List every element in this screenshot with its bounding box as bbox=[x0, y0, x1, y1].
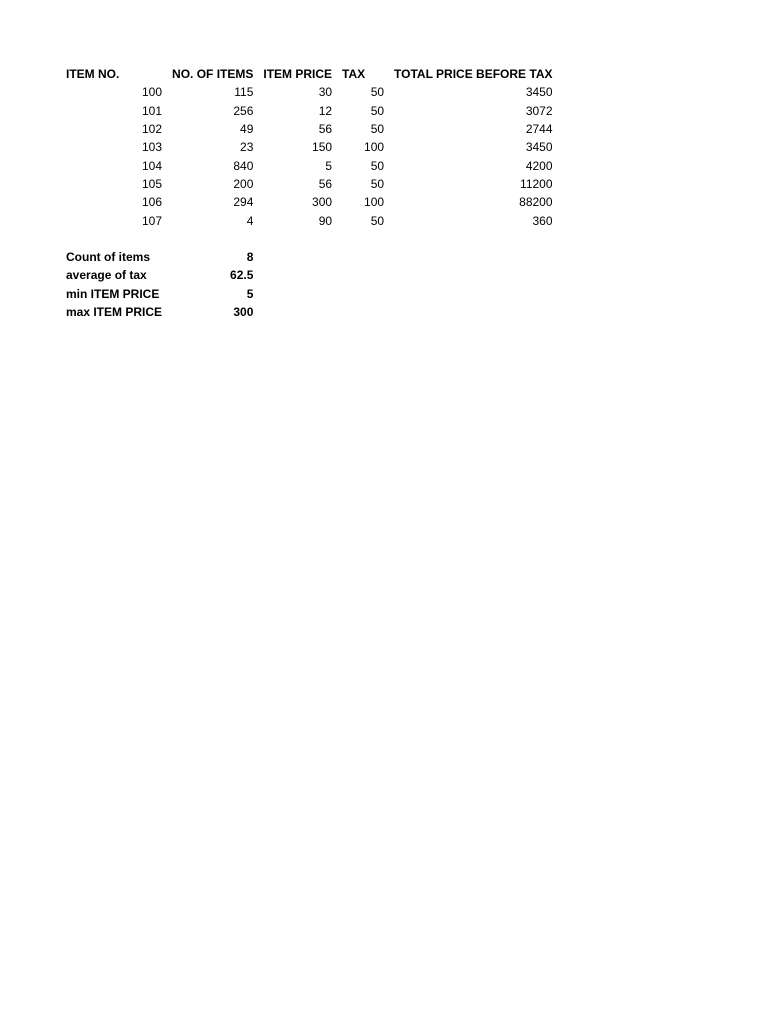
summary-label: Count of items bbox=[66, 250, 150, 265]
cell-tax: 100 bbox=[364, 140, 385, 155]
cell-no-of-items: 840 bbox=[233, 158, 254, 173]
cell-total: 2744 bbox=[525, 122, 553, 137]
cell-total: 4200 bbox=[525, 158, 553, 173]
table-row bbox=[61, 193, 558, 211]
header-total-price: TOTAL PRICE BEFORE TAX bbox=[394, 67, 553, 82]
cell-item-no: 105 bbox=[142, 176, 163, 191]
cell-item-price: 56 bbox=[318, 176, 333, 191]
cell-tax: 50 bbox=[370, 85, 385, 100]
table-row bbox=[61, 175, 558, 193]
cell-item-no: 107 bbox=[142, 213, 163, 228]
cell-tax: 50 bbox=[370, 158, 385, 173]
table-row bbox=[61, 102, 558, 120]
table-row bbox=[61, 156, 558, 174]
cell-total: 11200 bbox=[520, 176, 553, 191]
cell-no-of-items: 294 bbox=[233, 195, 254, 210]
cell-total: 3450 bbox=[525, 85, 553, 100]
cell-item-no: 104 bbox=[142, 158, 163, 173]
summary-label: max ITEM PRICE bbox=[66, 305, 163, 319]
cell-tax: 50 bbox=[370, 103, 385, 118]
cell-item-no: 100 bbox=[142, 85, 163, 100]
cell-item-price: 12 bbox=[318, 103, 333, 118]
cell-total: 3450 bbox=[525, 140, 553, 155]
cell-total: 360 bbox=[532, 213, 553, 228]
cell-item-price: 56 bbox=[318, 122, 333, 137]
cell-item-no: 106 bbox=[142, 195, 163, 210]
cell-item-price: 90 bbox=[318, 213, 333, 228]
cell-tax: 50 bbox=[370, 176, 385, 191]
cell-item-no: 103 bbox=[142, 140, 163, 155]
header-row bbox=[61, 65, 558, 83]
summary-value: 8 bbox=[246, 250, 254, 265]
table-row bbox=[61, 120, 558, 138]
cell-no-of-items: 256 bbox=[233, 103, 254, 118]
table-row bbox=[61, 138, 558, 156]
cell-item-no: 101 bbox=[142, 103, 163, 118]
table-row bbox=[61, 83, 558, 101]
cell-no-of-items: 4 bbox=[246, 213, 254, 228]
summary-value: 62.5 bbox=[230, 268, 254, 283]
summary-row bbox=[61, 248, 558, 266]
cell-tax: 50 bbox=[370, 213, 385, 228]
blank-row bbox=[61, 230, 558, 248]
cell-no-of-items: 49 bbox=[240, 122, 254, 137]
cell-item-price: 30 bbox=[318, 85, 333, 100]
summary-row bbox=[61, 303, 558, 321]
header-no-of-items: NO. OF ITEMS bbox=[172, 67, 254, 82]
summary-label: min ITEM PRICE bbox=[66, 286, 160, 301]
header-item-no: ITEM NO. bbox=[66, 67, 120, 82]
summary-value: 5 bbox=[246, 286, 254, 301]
cell-no-of-items: 200 bbox=[233, 176, 254, 191]
cell-total: 3072 bbox=[525, 103, 553, 118]
summary-row bbox=[61, 266, 558, 284]
cell-item-price: 300 bbox=[312, 195, 333, 210]
cell-item-no: 102 bbox=[142, 122, 163, 137]
cell-tax: 50 bbox=[370, 122, 385, 137]
table-row bbox=[61, 211, 558, 229]
summary-row bbox=[61, 285, 558, 303]
cell-item-price: 150 bbox=[312, 140, 333, 155]
summary-value: 300 bbox=[233, 305, 254, 319]
summary-label: average of tax bbox=[66, 268, 147, 283]
cell-no-of-items: 115 bbox=[234, 85, 254, 100]
header-item-price: ITEM PRICE bbox=[263, 67, 333, 82]
cell-total: 88200 bbox=[519, 195, 553, 210]
cell-item-price: 5 bbox=[325, 158, 333, 173]
header-tax: TAX bbox=[342, 67, 366, 82]
cell-tax: 100 bbox=[364, 195, 385, 210]
cell-no-of-items: 23 bbox=[240, 140, 254, 155]
item-price-table bbox=[61, 65, 558, 321]
